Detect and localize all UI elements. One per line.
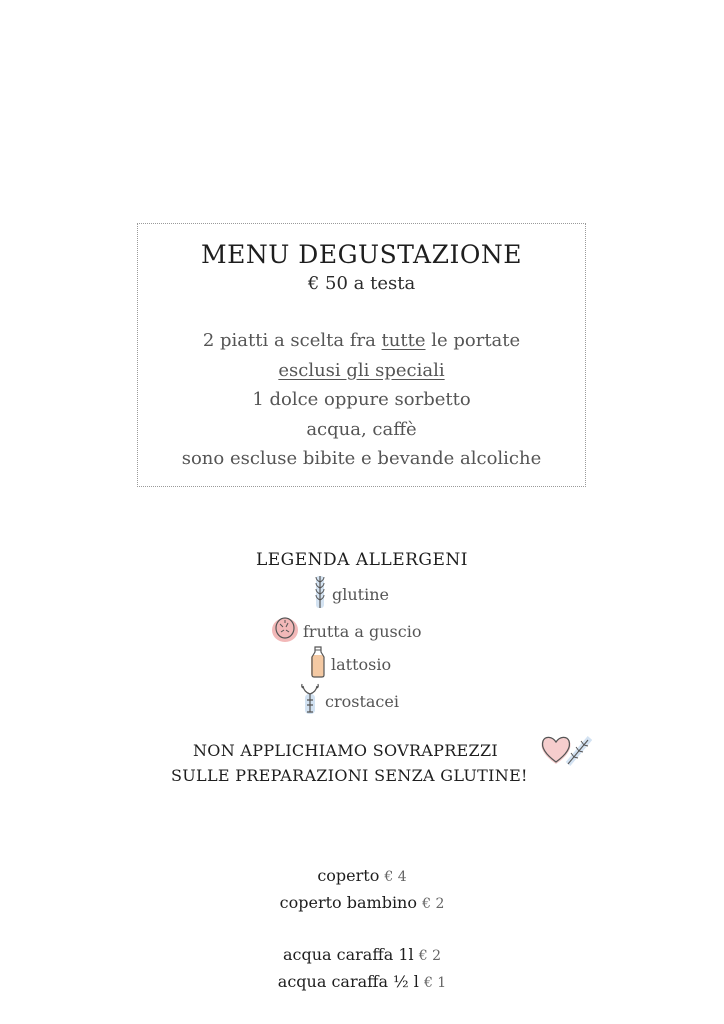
allergen-legend — [0, 548, 724, 572]
menu-line-2-underlined: esclusi gli speciali — [278, 359, 445, 381]
price-label: coperto — [317, 866, 380, 885]
price-row-coperto-bambino — [0, 890, 724, 917]
legend-title: LEGENDA ALLERGENI — [255, 550, 469, 570]
milk-bottle-icon — [309, 645, 327, 683]
menu-line-5: sono escluse bibite e bevande alcoliche — [181, 448, 542, 469]
price-spacer — [0, 917, 724, 942]
tasting-menu-box — [137, 223, 586, 487]
menu-details — [138, 326, 585, 474]
notice-line-1: NON APPLICHIAMO SOVRAPREZZI — [193, 741, 498, 760]
wheat-icon — [312, 574, 328, 614]
price-amount: € 2 — [422, 896, 445, 912]
gluten-free-notice — [0, 738, 724, 790]
price-label: acqua caraffa 1l — [282, 945, 414, 964]
legend-label-crostacei: crostacei — [325, 691, 399, 711]
menu-line-3: 1 dolce oppure sorbetto — [252, 389, 471, 410]
legend-item-crostacei — [299, 682, 399, 720]
menu-line-4: acqua, caffè — [306, 418, 417, 440]
legend-label-lattosio: lattosio — [331, 654, 392, 674]
price-amount: € 1 — [423, 975, 447, 991]
price-row-caraffa-half — [0, 969, 724, 996]
legend-item-frutta-a-guscio — [271, 614, 421, 648]
menu-price: € 50 a testa — [307, 273, 416, 294]
notice-line-2: SULLE PREPARAZIONI SENZA GLUTINE! — [171, 766, 528, 785]
price-label: coperto bambino — [279, 893, 417, 912]
legend-item-lattosio — [309, 645, 391, 683]
menu-title: MENU DEGUSTAZIONE — [201, 240, 522, 269]
legend-label-frutta-a-guscio: frutta a guscio — [303, 621, 422, 641]
extra-prices — [0, 863, 724, 996]
price-row-caraffa-1l — [0, 942, 724, 969]
menu-line-1 — [138, 326, 585, 356]
heart-wheat-icon — [538, 732, 592, 775]
lobster-icon — [299, 682, 321, 720]
menu-line-1-post: le portate — [425, 330, 521, 351]
nut-icon — [271, 614, 299, 648]
legend-label-glutine: glutine — [332, 584, 389, 604]
menu-line-1-underlined: tutte — [381, 330, 426, 351]
menu-line-2 — [138, 356, 585, 386]
price-amount: € 4 — [384, 869, 407, 885]
price-amount: € 2 — [418, 948, 441, 964]
menu-line-1-pre: 2 piatti a scelta fra — [202, 330, 382, 351]
price-row-coperto — [0, 863, 724, 890]
legend-item-glutine — [312, 574, 389, 614]
price-label: acqua caraffa ½ l — [277, 972, 419, 991]
